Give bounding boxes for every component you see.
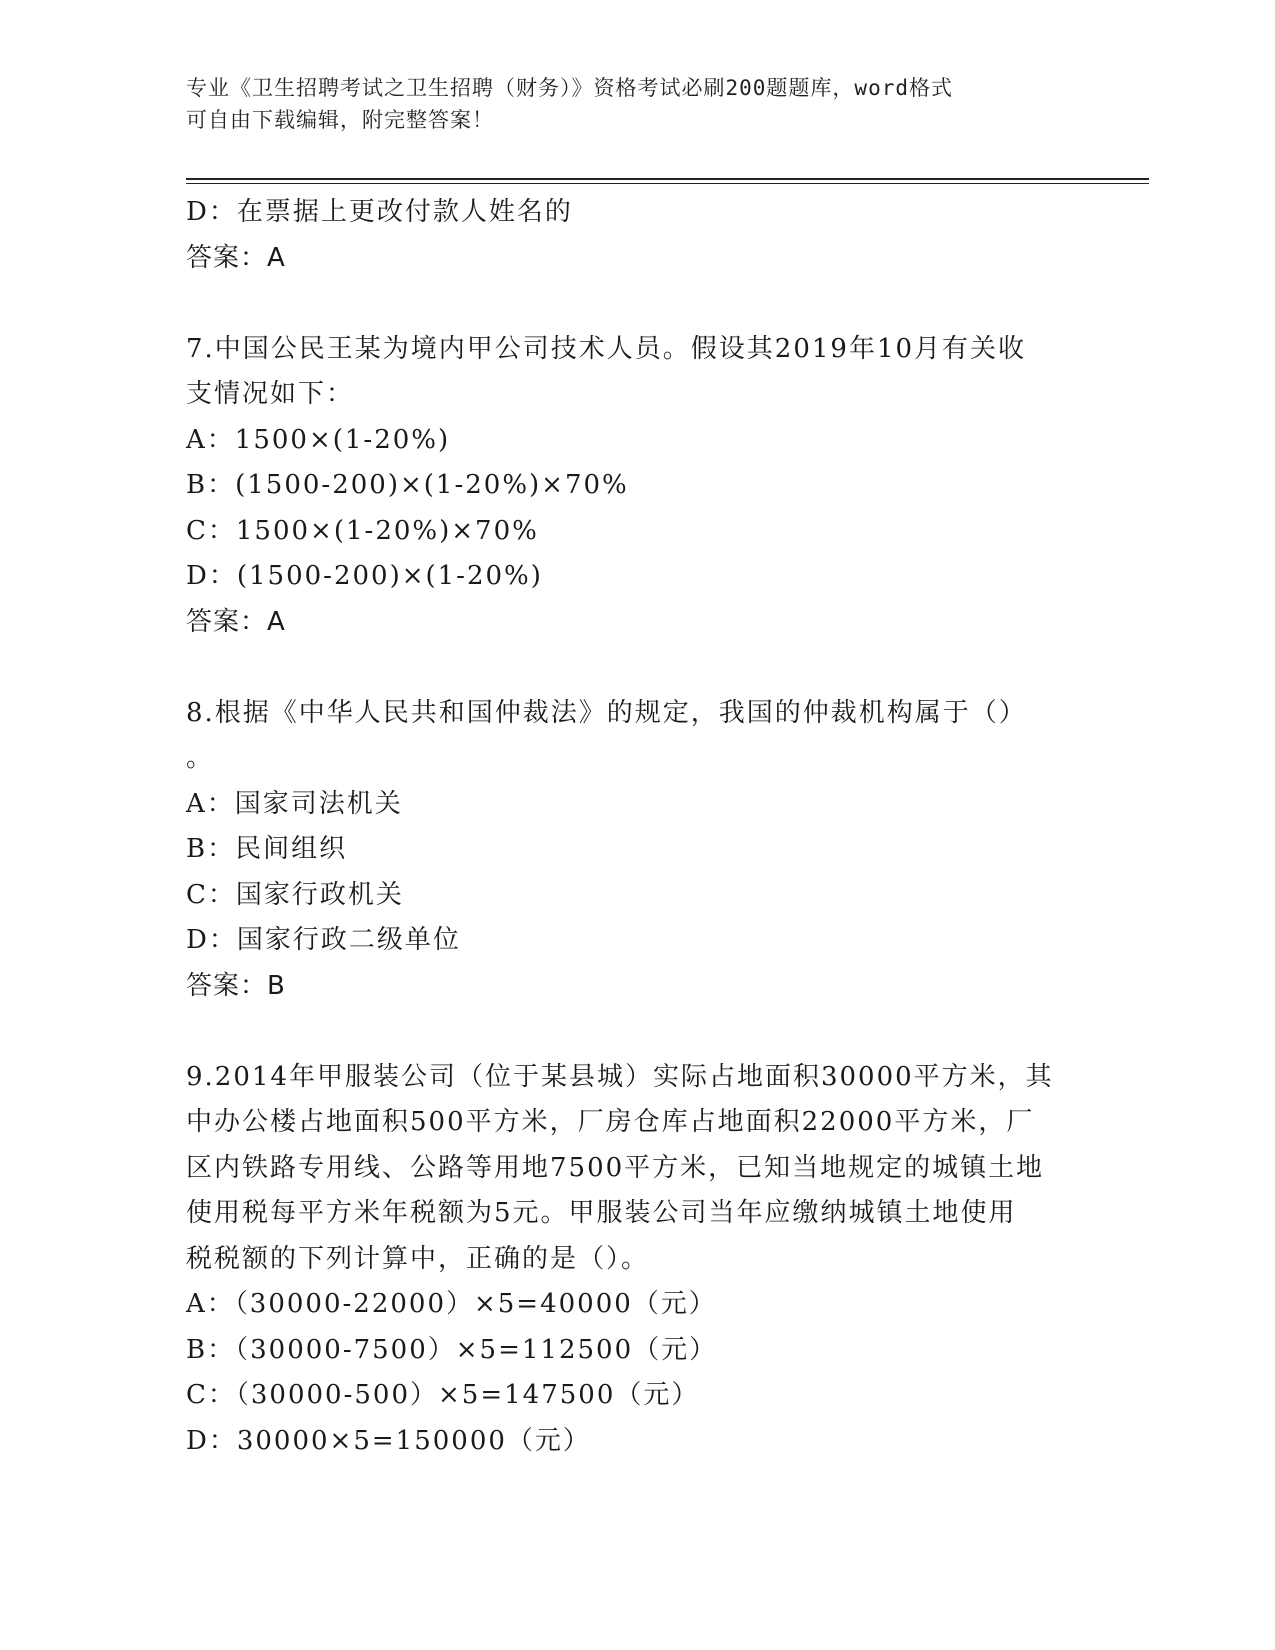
q9-option-b: B：（30000-7500）×5=112500（元） (186, 1334, 718, 1365)
prev-option-d: D：在票据上更改付款人姓名的 (186, 197, 573, 227)
q7-answer: 答案：A (186, 606, 286, 637)
q9-stem-line-5: 税税额的下列计算中，正确的是（）。 (186, 1243, 650, 1274)
question-7 (186, 327, 1086, 646)
q9-option-c: C：（30000-500）×5=147500（元） (186, 1380, 700, 1410)
q9-stem-line-3: 区内铁路专用线、公路等用地7500平方米，已知当地规定的城镇土地 (186, 1152, 1045, 1183)
q9-stem-line-2: 中办公楼占地面积500平方米，厂房仓库占地面积22000平方米，厂 (186, 1107, 1035, 1137)
q7-option-d: D：(1500-200)×(1-20%) (186, 561, 543, 591)
q8-stem-line-2: 。 (186, 743, 215, 773)
q7-stem-line-2: 支情况如下： (186, 379, 355, 409)
q9-option-a: A：（30000-22000）×5=40000（元） (186, 1289, 717, 1319)
q7-stem-line-1: 7.中国公民王某为境内甲公司技术人员。假设其2019年10月有关收 (186, 333, 1027, 364)
q8-option-d: D：国家行政二级单位 (186, 925, 461, 955)
prev-answer: 答案：A (186, 242, 286, 273)
page-header (186, 72, 1066, 136)
question-8 (186, 691, 1086, 1010)
header-line-2: 可自由下载编辑，附完整答案！ (186, 108, 494, 132)
q8-option-b: B：民间组织 (186, 834, 348, 864)
question-9 (186, 1055, 1086, 1465)
q7-option-b: B：(1500-200)×(1-20%)×70% (186, 470, 629, 500)
q8-answer: 答案：B (186, 970, 286, 1001)
spacer (186, 1009, 1086, 1055)
q8-option-a: A：国家司法机关 (186, 788, 403, 819)
header-divider-thin (186, 183, 1149, 184)
spacer (186, 281, 1086, 327)
q8-stem-line-1: 8.根据《中华人民共和国仲裁法》的规定，我国的仲裁机构属于（） (186, 697, 1027, 728)
q8-option-c: C：国家行政机关 (186, 879, 404, 910)
q9-stem-line-1: 9.2014年甲服装公司（位于某县城）实际占地面积30000平方米，其 (186, 1061, 1054, 1092)
header-divider (186, 178, 1149, 180)
q7-option-c: C：1500×(1-20%)×70% (186, 515, 539, 546)
spacer (186, 645, 1086, 691)
q9-option-d: D：30000×5=150000（元） (186, 1425, 591, 1456)
document-body (186, 190, 1086, 1464)
q9-stem-line-4: 使用税每平方米年税额为5元。甲服装公司当年应缴纳城镇土地使用 (186, 1198, 1017, 1228)
q7-option-a: A：1500×(1-20%) (186, 424, 451, 455)
header-line-1: 专业《卫生招聘考试之卫生招聘（财务）》资格考试必刷200题题库，word格式 (186, 76, 953, 100)
